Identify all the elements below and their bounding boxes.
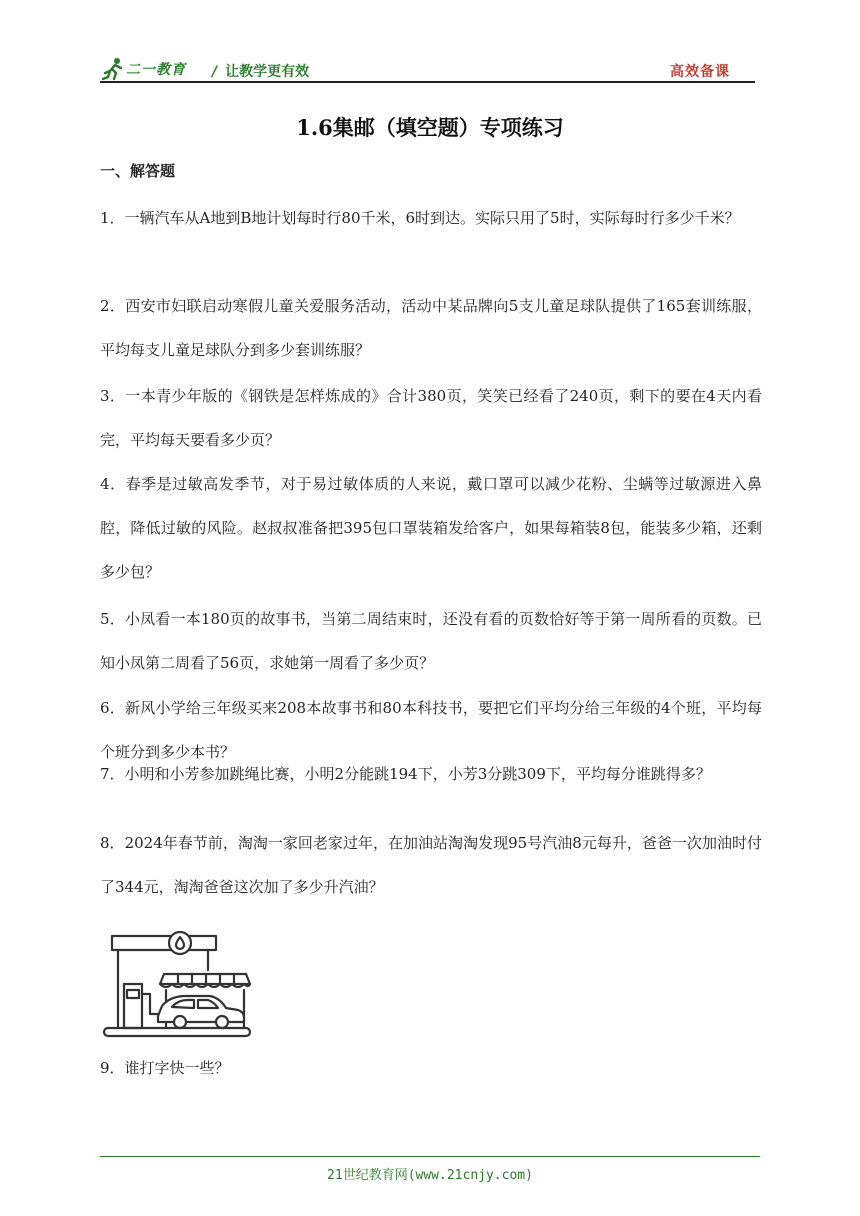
question-8: 8．2024年春节前，淘淘一家回老家过年，在加油站淘淘发现95号汽油8元每升，爸爸一次加油时付了344元，淘淘爸爸这次加了多少升汽油？ [100,834,762,896]
question-5: 5．小凤看一本180页的故事书，当第二周结束时，还没有看的页数恰好等于第一周所看的页数。已知小凤第二周看了56页，求她第一周看了多少页？ [100,610,762,672]
page-title: 1.6集邮（填空题）专项练习 [296,115,564,140]
question-6: 6．新风小学给三年级买来208本故事书和80本科技书，要把它们平均分给三年级的4个班，平均每个班分到多少本书？ [100,699,762,761]
slogan-text: 让教学更有效 [225,64,310,80]
slogan [212,61,309,81]
header-right-label: 高效备课 [670,64,730,80]
footer-divider [100,1156,760,1157]
page-footer: 21世纪教育网(www.21cnjy.com) [327,1168,533,1183]
section-heading: 一、解答题 [100,162,176,180]
runner-logo-icon [102,57,124,81]
logo [102,56,186,82]
question-7: 7．小明和小芳参加跳绳比赛，小明2分能跳194下，小芳3分跳309下，平均每分谁跳得多？ [100,765,711,783]
header-divider [100,81,755,83]
question-1: 1．一辆汽车从A地到B地计划每时行80千米，6时到达。实际只用了5时，实际每时行多少千米？ [100,209,740,227]
gas-station-illustration [100,928,252,1040]
logo-text: 二一教育 [126,62,186,78]
page-header [100,56,760,84]
question-4: 4．春季是过敏高发季节，对于易过敏体质的人来说，戴口罩可以减少花粉、尘螨等过敏源进入鼻腔，降低过敏的风险。赵叔叔准备把395包口罩装箱发给客户，如果每箱装8包，能装多少箱，还剩多少包？ [100,475,762,581]
slogan-slash: / [212,64,218,80]
question-2: 2．西安市妇联启动寒假儿童关爱服务活动，活动中某品牌向5支儿童足球队提供了165套训练服，平均每支儿童足球队分到多少套训练服？ [100,297,762,359]
question-3: 3．一本青少年版的《钢铁是怎样炼成的》合计380页，笑笑已经看了240页，剩下的要在4天内看完，平均每天要看多少页？ [100,387,762,449]
question-9: 9．谁打字快一些？ [100,1059,230,1077]
